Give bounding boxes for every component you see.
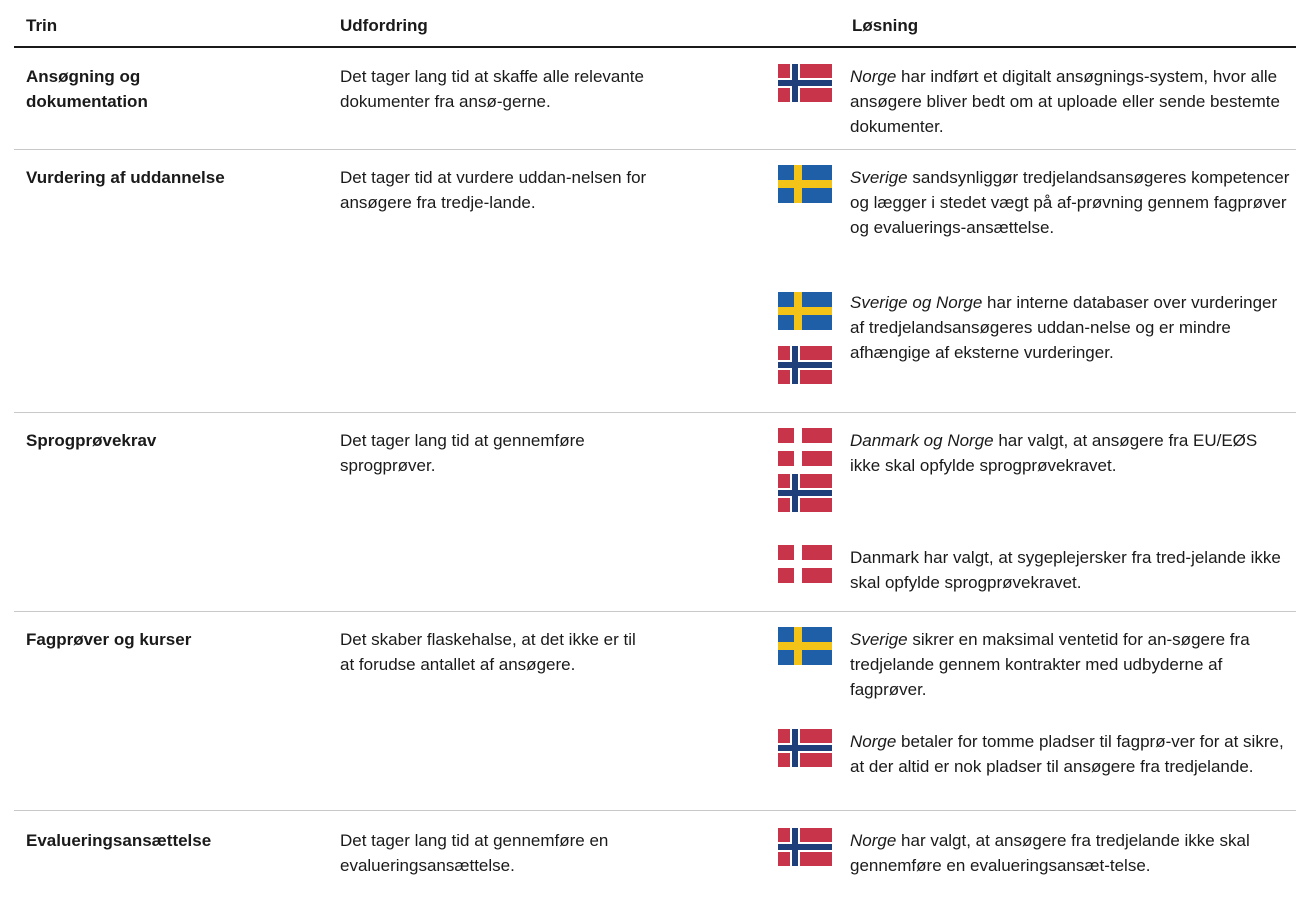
row-udfordring: Det skaber flaskehalse, at det ikke er til at forudse antallet af ansøgere. [340,630,636,674]
row-trin: Evalueringsansættelse [26,831,212,850]
row-udfordring: Det tager lang tid at gennemføre en evalueringsansættelse. [340,831,609,875]
denmark-flag-icon [778,545,832,583]
solution-text: Sverige sandsynliggør tredjelandsansøgeres kompetencer og lægger i stedet vægt på af-prøvning gennem fagprøver og evaluerings-ansættelse. [850,168,1290,237]
row-trin: Vurdering af uddannelse [26,168,225,187]
solution-text: Sverige og Norge har interne databaser over vurderinger af tredjelandsansøgeres uddan-nelse og er mindre afhængige af eksterne vurderinger. [850,293,1278,362]
sweden-flag-icon [778,292,832,330]
norway-flag-icon [778,828,832,866]
norway-flag-icon [778,474,832,512]
denmark-flag-icon [778,428,832,466]
row-udfordring: Det tager lang tid at gennemføre sprogprøver. [340,431,585,475]
norway-flag-icon [778,64,832,102]
sweden-flag-icon [778,165,832,203]
header-loesning: Løsning [852,16,919,35]
norway-flag-icon [778,729,832,767]
row-trin: Fagprøver og kurser [26,630,192,649]
row-udfordring: Det tager lang tid at skaffe alle relevante dokumenter fra ansø-gerne. [340,67,644,111]
solution-text: Sverige sikrer en maksimal ventetid for an-søgere fra tredjelande gennem kontrakter med udbyderne af fagprøver. [850,630,1250,699]
solution-text: Danmark har valgt, at sygeplejersker fra tred-jelande ikke skal opfylde sprogprøvekravet. [850,548,1281,592]
row-divider [14,611,1296,612]
solution-text: Norge har valgt, at ansøgere fra tredjelande ikke skal gennemføre en evalueringsansæt-telse. [850,831,1250,875]
row-trin: Ansøgning og dokumentation [26,67,148,111]
row-divider [14,412,1296,413]
row-divider [14,149,1296,150]
norway-flag-icon [778,346,832,384]
solution-text: Danmark og Norge har valgt, at ansøgere fra EU/EØS ikke skal opfylde sprogprøvekravet. [850,431,1258,475]
header-trin: Trin [26,16,58,35]
sweden-flag-icon [778,627,832,665]
solution-text: Norge har indført et digitalt ansøgnings-system, hvor alle ansøgere bliver bedt om at uploade eller sende bestemte dokumenter. [850,67,1280,136]
table-header [14,0,1296,48]
row-divider [14,810,1296,811]
header-udfordring: Udfordring [340,16,428,35]
solution-text: Norge betaler for tomme pladser til fagprø-ver for at sikre, at der altid er nok pladser til ansøgere fra tredjelande. [850,732,1284,776]
row-udfordring: Det tager tid at vurdere uddan-nelsen for ansøgere fra tredje-lande. [340,168,647,212]
row-trin: Sprogprøvekrav [26,431,157,450]
